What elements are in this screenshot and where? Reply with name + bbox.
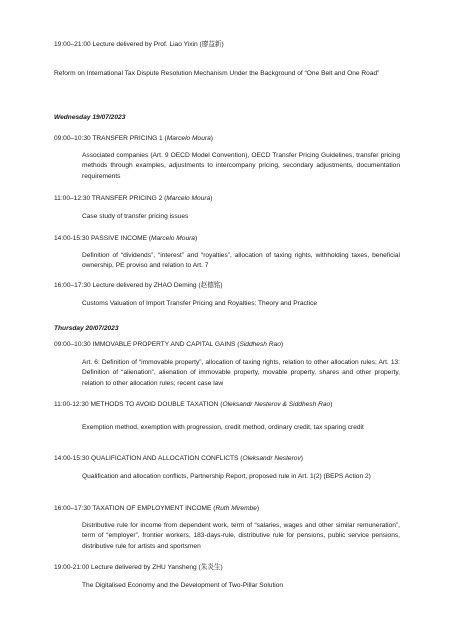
day-heading: Thursday 20/07/2023 [54,325,119,332]
session-time-line: 19:00–21:00 Lecture delivered by Prof. Liao Yixin (廖益新) [54,41,224,48]
session-time-line: 09:00–10:30 TRANSFER PRICING 1 (Marcelo Moura) [54,135,213,142]
session-description: Art. 6: Definition of “immovable property”, allocation of taxing rights, relation to other allocation rules; Art. 13: Definition of “alienation”, alienation of immovable property, movable property, shares and other property, relation to other allocation rules; recent case law [82,359,400,387]
session-time-line: 11:00–12:30 TRANSFER PRICING 2 (Marcelo Moura) [54,195,213,202]
session-description: Exemption method, exemption with progression, credit method, ordinary credit, tax sparing credit [82,424,364,431]
instructor-name: Marcelo Moura [166,135,211,142]
session-time-line: 16:00–17:30 TAXATION OF EMPLOYMENT INCOME (Ruth Mirembe) [54,505,260,512]
session-description: Reform on International Tax Dispute Resolution Mechanism Under the Background of “One Belt and One Road” [54,70,380,77]
instructor-name: Oleksandr Nesterov [242,455,301,462]
instructor-name: Siddhesh Rao [239,341,281,348]
session-time-line: 19:00-21:00 Lecture delivered by ZHU Yansheng (朱炎生) [54,564,223,571]
instructor-name: Oleksandr Nesterov & Siddhesh Rao [222,401,331,408]
instructor-name: Marcelo Moura [166,195,211,202]
session-time-line: 09:00–10:30 IMMOVABLE PROPERTY AND CAPITAL GAINS (Siddhesh Rao) [54,341,284,348]
session-description: Customs Valuation of Import Transfer Pricing and Royalties: Theory and Practice [82,300,318,307]
instructor-name: Marcelo Moura [151,235,195,242]
session-time-line: 16:00–17:30 Lecture delivered by ZHAO Deming (赵德铭) [54,282,223,289]
day-heading: Wednesday 19/07/2023 [54,114,126,121]
session-description: Definition of “dividends”, “interest” and “royalties”, allocation of taxing rights, withholding taxes, beneficial ownership, PE proviso and relation to Art. 7 [82,252,400,270]
session-description: Distributive rule for income from dependent work, term of “salaries, wages and other similar remuneration”, term of “employer”, frontier workers, 183-days-rule, distributive rule for pensions, public service pensions, distributive rule for artists and sportsmen [82,522,400,550]
session-description: Case study of transfer pricing issues [82,213,189,220]
instructor-name: Ruth Mirembe [215,505,257,512]
session-description: The Digitalised Economy and the Development of Two-Pillar Solution [82,582,284,589]
session-description: Qualification and allocation conflicts, Partnership Report, proposed rule in Art. 1(2) (BEPS Action 2) [82,473,371,480]
session-description: Associated companies (Art. 9 OECD Model Convention), OECD Transfer Pricing Guidelines, transfer pricing methods through examples, adjustments to intercompany pricing, secondary adjustments, documentation requirements [82,152,400,180]
session-time-line: 14:00-15:30 PASSIVE INCOME (Marcelo Moura) [54,235,198,242]
session-time-line: 14:00-15:30 QUALIFICATION AND ALLOCATION CONFLICTS (Oleksandr Nesterov) [54,455,303,462]
session-time-line: 11:00-12:30 METHODS TO AVOID DOUBLE TAXATION (Oleksandr Nesterov & Siddhesh Rao) [54,401,333,408]
